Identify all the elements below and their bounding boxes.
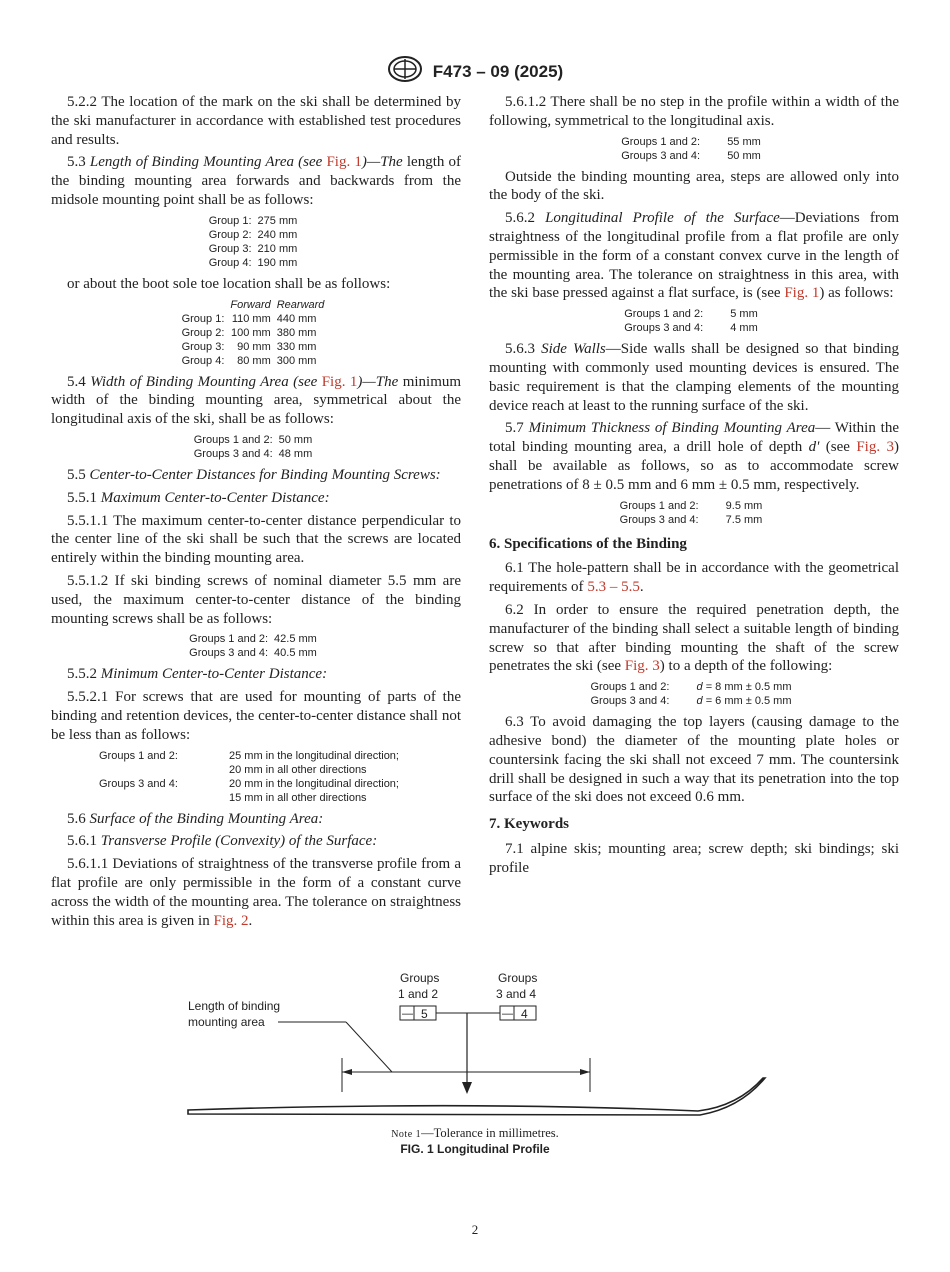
document-designation: F473 – 09 (2025) xyxy=(432,61,564,81)
table-row: Groups 3 and 4: d = 6 mm ± 0.5 mm xyxy=(590,695,792,708)
table-row: Groups 1 and 2: 9.5 mm xyxy=(619,499,763,512)
paragraph-5-6-1-1: 5.6.1.1 Deviations of straightness of the transverse profile from a flat profile are only permissible in the form of a constant curve across the width of the mounting area. The tolerance on straightness within this area is given in Fig. 2. xyxy=(51,856,461,929)
table-row: Group 4: 190 mm xyxy=(208,256,298,269)
tolerance-value-a: 5 xyxy=(421,1007,428,1021)
table-row: Groups 1 and 2: 42.5 mm xyxy=(189,633,317,646)
table-row: Groups 3 and 4: 40.5 mm xyxy=(189,647,317,660)
groups-a-label-1: Groups xyxy=(400,971,440,985)
table-row: Groups 3 and 4: 20 mm in the longitudinal direction; xyxy=(99,777,399,790)
table-5-4 xyxy=(194,433,319,461)
tolerance-symbol-b: — xyxy=(502,1008,513,1020)
paragraph-5-6: 5.6 Surface of the Binding Mounting Area: xyxy=(67,810,324,827)
astm-logo-icon xyxy=(387,56,423,87)
table-row: Group 3: 90 mm 330 mm xyxy=(181,340,317,353)
paragraph-5-5: 5.5 Center-to-Center Distances for Binding Mounting Screws: xyxy=(67,466,441,483)
table-5-3 xyxy=(209,214,304,270)
paragraph-5-4: 5.4 Width of Binding Mounting Area (see Fig. 1)—The minimum width of the binding mounting area, symmetrical about the longitudinal axis of the ski, shall be as follows: xyxy=(51,373,462,428)
paragraph-5-5-2: 5.5.2 Minimum Center-to-Center Distance: xyxy=(67,666,328,683)
label-area-2: mounting area xyxy=(188,1015,265,1029)
tolerance-value-b: 4 xyxy=(521,1007,528,1021)
table-5-5-2-1 xyxy=(99,749,405,805)
paragraph-5-6-1-2: 5.6.1.2 There shall be no step in the profile within a width of the following, symmetrical to the longitudinal axis. xyxy=(489,94,899,129)
section-heading-7: 7. Keywords xyxy=(489,816,569,833)
paragraph-5-6-3: 5.6.3 Side Walls—Side walls shall be designed so that binding mounting with commonly used mounting devices is ensured. The basic requirement is that the clamping elements of the mounting device reach at least to the running surface of the ski. xyxy=(489,341,899,414)
figure-caption: FIG. 1 Longitudinal Profile xyxy=(400,1142,550,1156)
figure-note: Note 1—Tolerance in millimetres. xyxy=(391,1126,559,1140)
figure-1 xyxy=(0,960,950,1125)
paragraph-6-2: 6.2 In order to ensure the required penetration depth, the manufacturer of the binding shall select a suitable length of binding screw so that after binding mounting the shaft of the screw penetrates the ski (see Fig. 3) to a depth of the following: xyxy=(489,601,899,675)
paragraph-6-1: 6.1 The hole-pattern shall be in accordance with the geometrical requirements of 5.3 – 5.5. xyxy=(489,560,899,596)
table-row: 20 mm in all other directions xyxy=(229,763,367,776)
table-5-6-2 xyxy=(624,307,764,335)
table-row: Group 2: 100 mm 380 mm xyxy=(181,326,317,339)
paragraph-5-2-2: 5.2.2 The location of the mark on the ski shall be determined by the ski manufacturer in accordance with established test procedures and results. xyxy=(51,94,461,148)
groups-b-label-2: 3 and 4 xyxy=(496,987,537,1001)
paragraph-5-3: 5.3 Length of Binding Mounting Area (see Fig. 1)—The length of the binding mounting area forwards and backwards from the midsole mounting point shall be as follows: xyxy=(51,154,462,208)
page-number: 2 xyxy=(471,1222,479,1237)
fig-1-link[interactable]: Fig. 1 xyxy=(326,154,362,171)
fig-1-link[interactable]: Fig. 1 xyxy=(321,373,358,390)
table-row: Groups 3 and 4: 50 mm xyxy=(621,149,761,162)
table-row: Groups 3 and 4: 7.5 mm xyxy=(619,513,763,526)
table-row: Groups 1 and 2: 5 mm xyxy=(624,308,758,321)
paragraph-5-6-1: 5.6.1 Transverse Profile (Convexity) of the Surface: xyxy=(67,833,378,850)
table-row: Group 1: 110 mm 440 mm xyxy=(181,312,317,325)
table-row: Group 1: 275 mm xyxy=(208,214,298,227)
section-heading-6: 6. Specifications of the Binding xyxy=(489,535,687,552)
table-row: Groups 1 and 2: d = 8 mm ± 0.5 mm xyxy=(590,681,792,694)
table-row: Groups 1 and 2: 55 mm xyxy=(621,135,761,148)
table-row: Group 2: 240 mm xyxy=(208,228,298,241)
paragraph-outside: Outside the binding mounting area, steps are allowed only into the body of the ski. xyxy=(489,168,899,204)
groups-a-label-2: 1 and 2 xyxy=(398,987,439,1001)
fig-3-link[interactable]: Fig. 3 xyxy=(856,439,895,456)
table-5-6-1-2 xyxy=(621,135,767,163)
table-row: Groups 1 and 2: 50 mm xyxy=(193,433,313,446)
paragraph-5-7: 5.7 Minimum Thickness of Binding Mounting Area— Within the total binding mounting area, a drill hole of depth d' (see Fig. 3) shall be available as follows, so as to accommodate screw penetrations of 8 ± 0.5 mm and 6 mm ± 0.5 mm, respectively. xyxy=(489,420,900,493)
paragraph-5-5-2-1: 5.5.2.1 For screws that are used for mounting of parts of the binding and retention devices, the center-to-center distance shall not be less than as follows: xyxy=(51,689,461,743)
paragraph-5-5-1-2: 5.5.1.2 If ski binding screws of nominal diameter 5.5 mm are used, the maximum center-to-center distance of the binding mounting screws shall be as follows: xyxy=(51,572,461,627)
fig-2-link[interactable]: Fig. 2 xyxy=(213,912,249,929)
table-row: Groups 3 and 4: 48 mm xyxy=(193,447,313,460)
leader-line xyxy=(346,1022,392,1072)
table-5-7 xyxy=(620,499,769,527)
section-5-3-5-5-link[interactable]: 5.3 – 5.5 xyxy=(587,579,640,596)
fig-1-link[interactable]: Fig. 1 xyxy=(784,285,820,302)
paragraph-5-6-2: 5.6.2 Longitudinal Profile of the Surface—Deviations from straightness of the longitudinal profile from a flat profile are only permissible in the form of a constant convex curve in the length of the mounting area. The tolerance on straightness in this area, with the ski base pressed against a flat surface, is (see Fig. 1) as follows: xyxy=(489,210,899,302)
table-row: Group 3: 210 mm xyxy=(208,242,298,255)
paragraph-5-5-1: 5.5.1 Maximum Center-to-Center Distance: xyxy=(67,489,330,506)
paragraph-5-5-1-1: 5.5.1.1 The maximum center-to-center distance perpendicular to the center line of the ski shall be such that the screws are located entirely within the binding mounting area. xyxy=(51,512,461,567)
table-5-5-1-2 xyxy=(189,632,323,660)
paragraph-7-1: 7.1 alpine skis; mounting area; screw depth; ski bindings; ski profile xyxy=(489,840,899,876)
tolerance-symbol-a: — xyxy=(402,1008,413,1020)
page-header xyxy=(0,56,950,87)
right-column xyxy=(489,93,899,882)
table-row: 15 mm in all other directions xyxy=(229,791,367,804)
table-toe-location xyxy=(182,298,331,368)
table-row: Group 4: 80 mm 300 mm xyxy=(181,354,317,367)
left-column xyxy=(51,93,461,934)
table-header-row: Forward Rearward xyxy=(230,298,325,311)
table-row: Groups 1 and 2: 25 mm in the longitudinal direction; xyxy=(99,749,399,762)
ski-profile xyxy=(188,1078,765,1115)
table-6-2 xyxy=(591,680,798,708)
table-row: Groups 3 and 4: 4 mm xyxy=(624,322,758,335)
paragraph-toe-location: or about the boot sole toe location shall be as follows: xyxy=(67,275,391,292)
groups-b-label-1: Groups xyxy=(498,971,538,985)
label-area-1: Length of binding xyxy=(188,999,281,1013)
longitudinal-profile-diagram xyxy=(0,960,950,1120)
fig-3-link[interactable]: Fig. 3 xyxy=(624,658,660,675)
paragraph-6-3: 6.3 To avoid damaging the top layers (causing damage to the adhesive bond) the diameter of the mounting plate holes or countersink facing the ski shall not exceed 7 mm. The countersink drill shall be designed in such a way that its penetration into the top surface of the ski does not exceed 0.6 mm. xyxy=(489,714,899,806)
